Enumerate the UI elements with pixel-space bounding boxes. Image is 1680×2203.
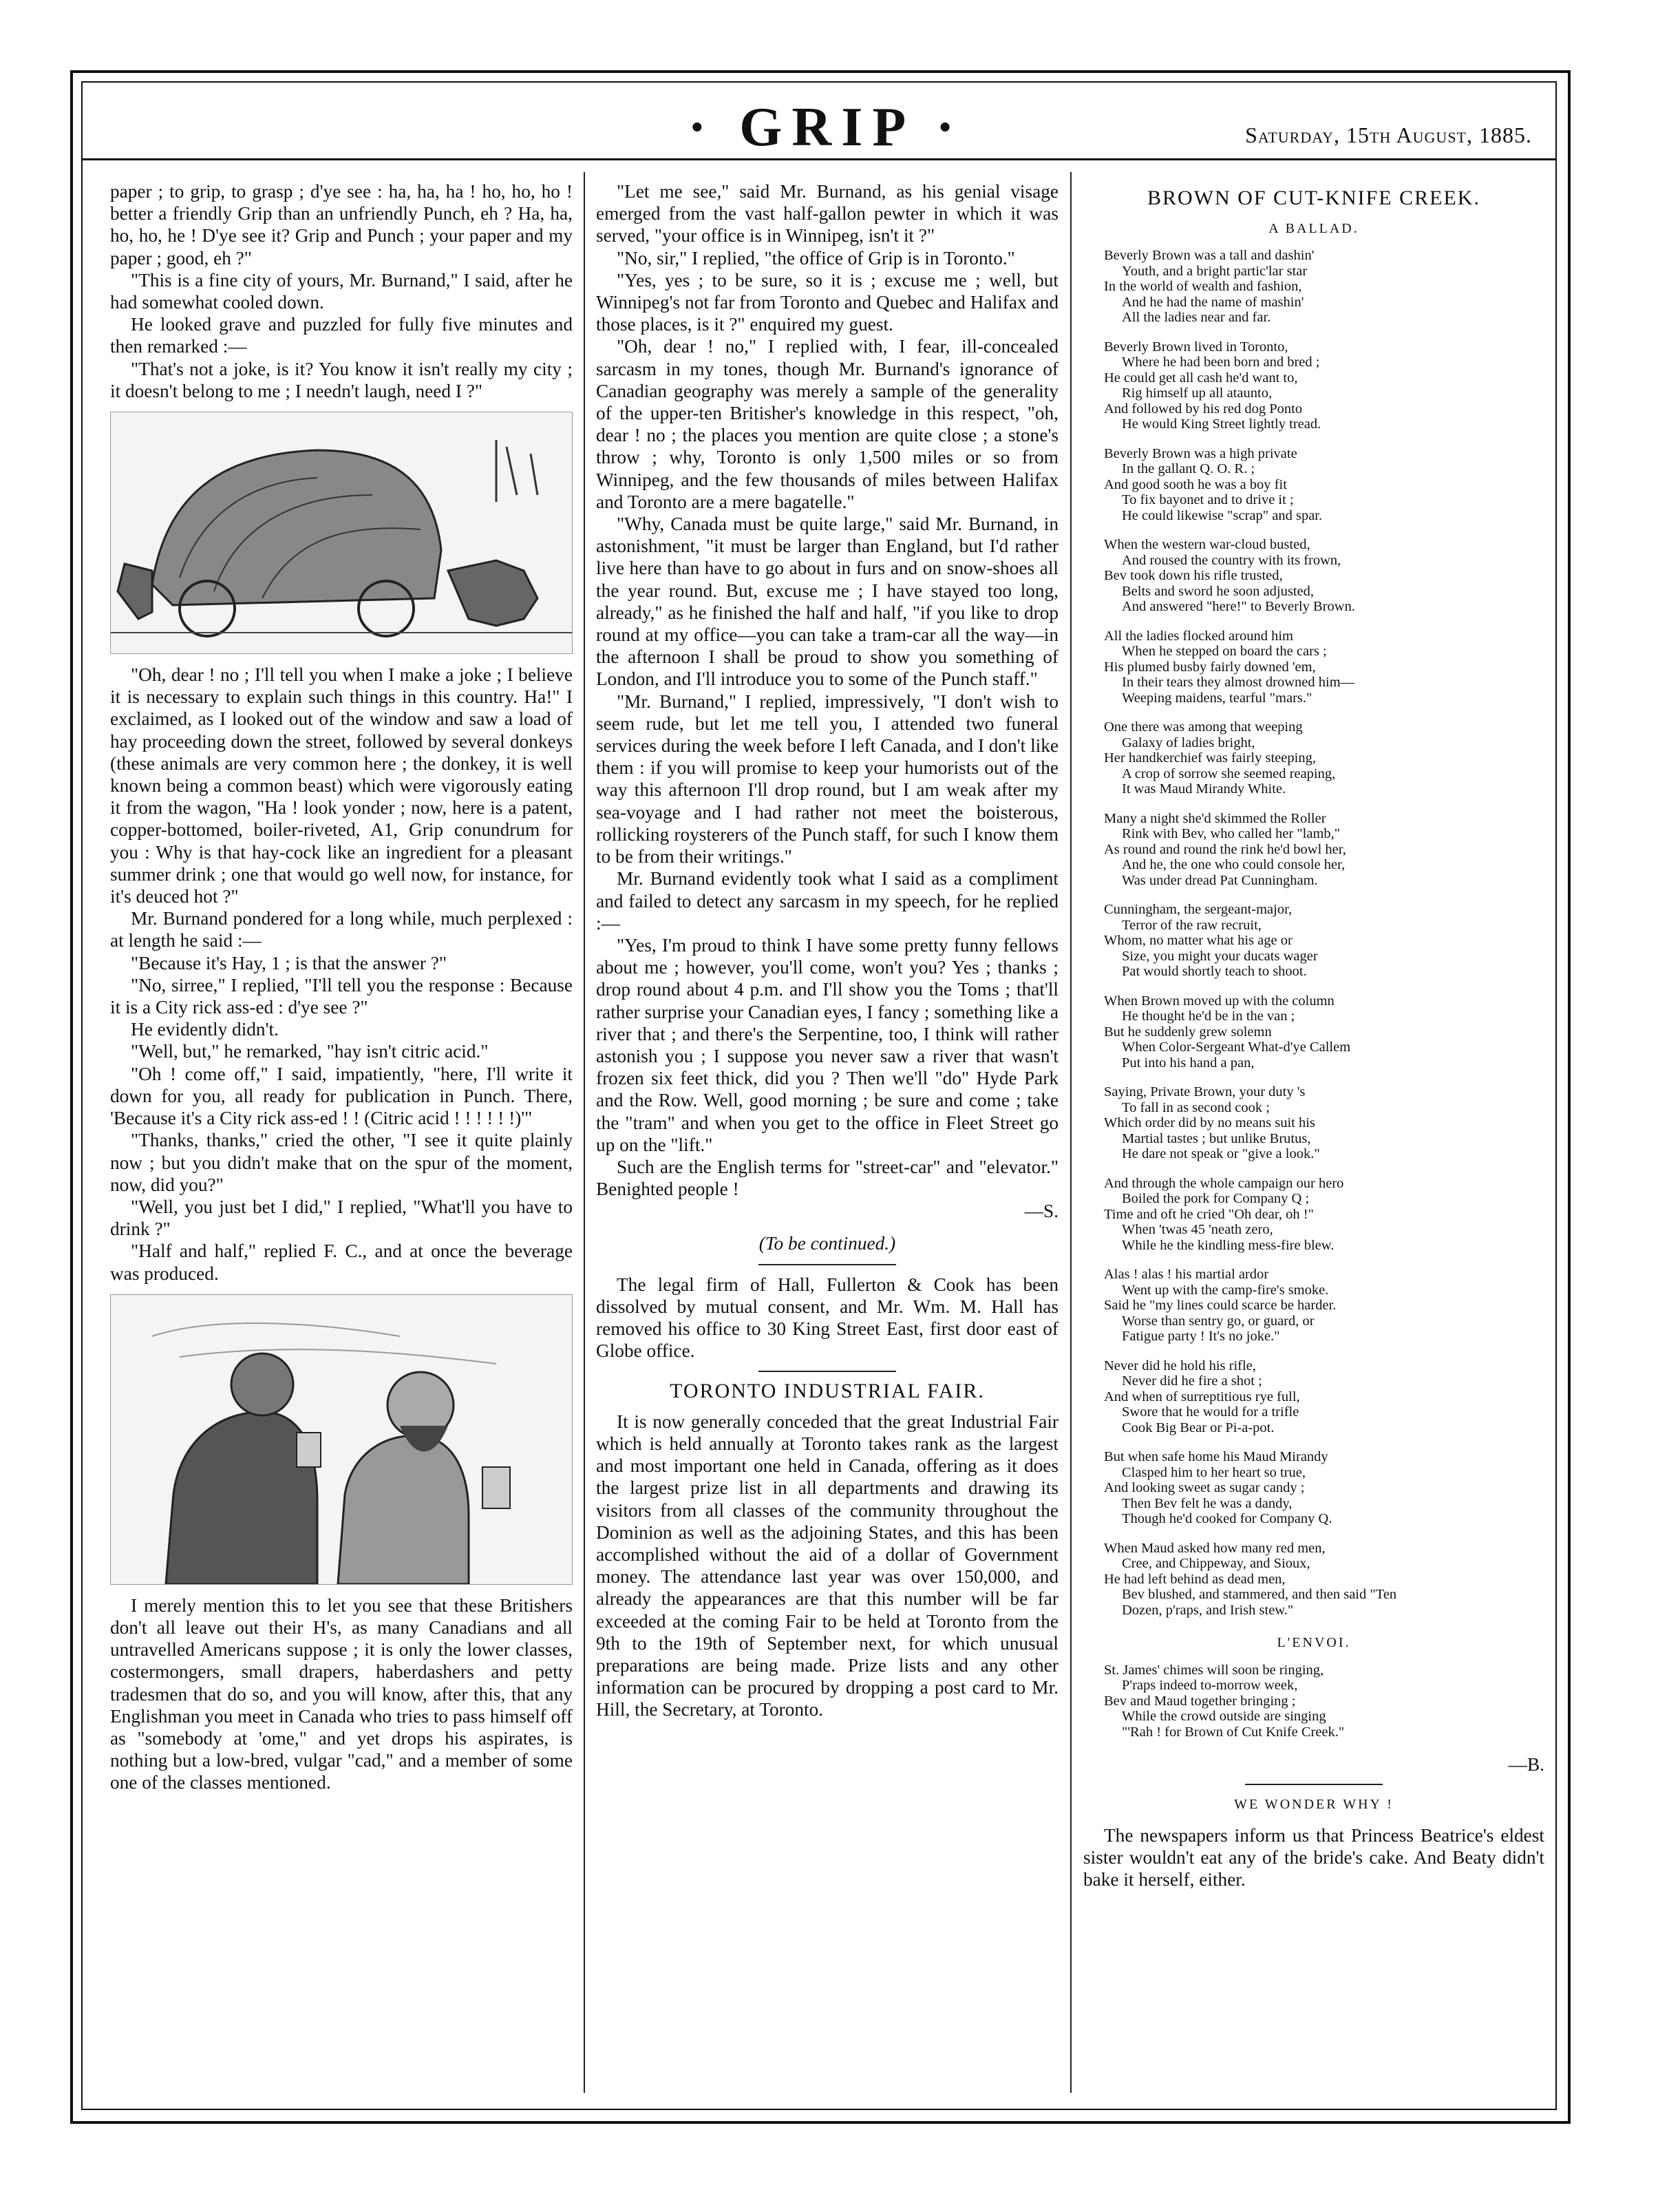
stanza-line: Cree, and Chippeway, and Sioux, xyxy=(1122,1556,1310,1572)
stanza-line: All the ladies near and far. xyxy=(1122,310,1271,326)
ballad-signature: —B. xyxy=(1508,1754,1544,1775)
fair-heading: TORONTO INDUSTRIAL FAIR. xyxy=(670,1379,985,1402)
stanza-line: Time and oft he cried "Oh dear, oh !" xyxy=(1104,1206,1314,1222)
stanza-line: Youth, and a bright partic'lar star xyxy=(1122,263,1308,279)
illustration-two-men-drinking xyxy=(110,1294,573,1585)
paragraph: "No, sir," I replied, "the office of Grip is in Toronto." xyxy=(617,247,1015,268)
column-rule-1 xyxy=(584,172,585,2093)
stanza-line: Rig himself up all ataunto, xyxy=(1122,386,1273,401)
paragraph: "Because it's Hay, 1 ; is that the answer ?" xyxy=(131,952,447,973)
column-2 xyxy=(596,180,1059,1721)
signature: —S. xyxy=(1024,1201,1059,1222)
stanza-line: Beverly Brown lived in Toronto, xyxy=(1104,339,1288,355)
paragraph: paper ; to grip, to grasp ; d'ye see : ha, ha, ha ! ho, ho, ho ! better a friendly Grip than an unfriendly Punch, eh ? Ha, ha, ho, ho, he ! D'ye see it? Grip and Punch ; your paper and my paper ; good, eh ?" xyxy=(110,181,573,268)
paragraph: "Half and half," replied F. C., and at once the beverage was produced. xyxy=(110,1241,573,1284)
paragraph: "Yes, I'm proud to think I have some pretty funny fellows about me ; however, you'll come, won't you? Yes ; thanks ; drop round about 4 p.m. and I'll show you the Toms ; that'll rather surprise your Canadian eyes, I fancy ; something like a river that ; and there's the Serpentine, too, I think will rather astonish you ; I suppose you never saw a river that wasn't frozen six feet thick, did you ? Then we'll "do" Hyde Park and the Row. Well, good morning ; be sure and come ; take the "tram" and when you get to the office in Fleet Street go up on the "lift." xyxy=(596,934,1059,1155)
stanza-line: When the western war-cloud busted, xyxy=(1104,537,1310,553)
stanza-line: Bev blushed, and stammered, and then said "Ten xyxy=(1122,1587,1397,1603)
stanza-line: Clasped him to her heart so true, xyxy=(1122,1464,1306,1480)
stanza-line: All the ladies flocked around him xyxy=(1104,628,1293,644)
paragraph: "Well, but," he remarked, "hay isn't citric acid." xyxy=(131,1041,489,1062)
stanza-line: And followed by his red dog Ponto xyxy=(1104,401,1303,417)
paragraph: "Well, you just bet I did," I replied, "What'll you have to drink ?" xyxy=(110,1196,573,1240)
paragraph: "No, sirree," I replied, "I'll tell you the response : Because it is a City rick ass-ed : d'ye see ?" xyxy=(110,974,573,1018)
stanza xyxy=(1104,248,1544,326)
stanza xyxy=(1104,1267,1544,1345)
stanza-line: Many a night she'd skimmed the Roller xyxy=(1104,810,1326,826)
stanza-line: Then Bev felt he was a dandy, xyxy=(1122,1495,1293,1511)
stanza-line: He thought he'd be in the van ; xyxy=(1122,1009,1295,1024)
stanza-line: And he, the one who could console her, xyxy=(1122,857,1346,873)
paragraph: "Let me see," said Mr. Burnand, as his genial visage emerged from the vast half-gallon pewter in which it was served, "your office is in Winnipeg, isn't it ?" xyxy=(596,181,1059,246)
paragraph: "This is a fine city of yours, Mr. Burnand," I said, after he had somewhat cooled down. xyxy=(110,269,573,313)
stanza-line: And when of surreptitious rye full, xyxy=(1104,1389,1300,1404)
stanza-line: Weeping maidens, tearful "mars." xyxy=(1122,690,1312,706)
stanza-line: Belts and sword he soon adjusted, xyxy=(1122,583,1314,599)
dateline: Saturday, 15th August, 1885. xyxy=(1245,123,1532,147)
stanza xyxy=(1104,1358,1544,1436)
masthead-title: · GRIP · xyxy=(688,97,964,158)
stanza xyxy=(1104,1449,1544,1527)
paragraph: "Oh, dear ! no ; I'll tell you when I make a joke ; I believe it is necessary to explain such things in this country. Ha!" I exclaimed, as I looked out of the window and saw a load of hay proceeding down the street, followed by several donkeys (these animals are very common here ; the donkey, it is well known being a common beast) which were vigorously eating it from the wagon, "Ha ! look yonder ; now, here is a patent, copper-bottomed, boiler-riveted, A1, Grip conundrum for you : Why is that hay-cock like an ingredient for a pleasant summer drink ; one that would go well now, for instance, for it's deuced hot ?" xyxy=(110,664,573,907)
stanza-line: Dozen, p'raps, and Irish stew." xyxy=(1122,1602,1294,1618)
stanza-line: Galaxy of ladies bright, xyxy=(1122,735,1255,750)
stanza-line: And he had the name of mashin' xyxy=(1122,294,1304,310)
fair-article: It is now generally conceded that the great Industrial Fair which is held annually at Toronto takes rank as the largest and most important one held in Canada, offering as it does the largest prize list in all departments and drawing its visitors from all classes of the community throughout the Dominion as well as the adjoining States, and this has been accomplished without the aid of a dollar of Government money. The attendance last year was over 150,000, and already the appearances are that this number will be far exceeded at the coming Fair to be held at Toronto from the 9th to the 19th of September next, for which unusual preparations are being made. Prize lists and any other information can be procured by dropping a post card to Mr. Hill, the Secretary, at Toronto. xyxy=(596,1411,1059,1720)
stanza-line: Pat would shortly teach to shoot. xyxy=(1122,964,1307,980)
envoi-line: While the crowd outside are singing xyxy=(1122,1709,1326,1725)
stanza-line: Martial tastes ; but unlike Brutus, xyxy=(1122,1130,1311,1146)
paragraph: "Thanks, thanks," cried the other, "I see it quite plainly now ; but you didn't make that on the spur of the moment, now, did you?" xyxy=(110,1130,573,1195)
stanza-line: Though he'd cooked for Company Q. xyxy=(1122,1511,1332,1527)
to-be-continued: (To be continued.) xyxy=(758,1232,896,1254)
stanza xyxy=(1104,1176,1544,1254)
stanza-line: When 'twas 45 'neath zero, xyxy=(1122,1222,1273,1238)
illustration-hay-wagon xyxy=(110,412,573,654)
stanza-line: And roused the country with its frown, xyxy=(1122,552,1341,568)
stanza-line: Which order did by no means suit his xyxy=(1104,1115,1315,1131)
header-rule xyxy=(81,158,1555,160)
column-1 xyxy=(110,180,573,1794)
stanza-line: As round and round the rink he'd bowl her, xyxy=(1104,841,1346,857)
stanza-line: Beverly Brown was a tall and dashin' xyxy=(1104,248,1315,264)
section-rule xyxy=(758,1371,896,1372)
stanza xyxy=(1104,902,1544,980)
stanza-line: Size, you might your ducats wager xyxy=(1122,948,1318,964)
stanza-line: Swore that he would for a trifle xyxy=(1122,1404,1299,1420)
column-3 xyxy=(1083,180,1544,1890)
section-rule xyxy=(1245,1784,1383,1785)
column-rule-2 xyxy=(1070,172,1072,2093)
stanza-line: One there was among that weeping xyxy=(1104,719,1303,735)
paragraph: "Mr. Burnand," I replied, impressively, "I don't wish to seem rude, but let me tell you, I attended two funeral services during the week before I left Canada, and I don't like them : if you will promise to keep your humorists out of the way this afternoon I'll drop round, but I am weak after my sea-voyage and I had rather not meet the boisterous, rollicking roysterers of the Punch staff, for such I know them to be from their writings." xyxy=(596,691,1059,867)
stanza xyxy=(1104,446,1544,524)
stanza-line: When Color-Sergeant What-d'ye Callem xyxy=(1122,1040,1351,1055)
stanza-line: And looking sweet as sugar candy ; xyxy=(1104,1480,1305,1496)
paragraph: "Oh, dear ! no," I replied with, I fear, ill-concealed sarcasm in my tones, though Mr. Burnand's ignorance of Canadian geography was merely a sample of the generality of the upper-ten Britisher's knowledge in this respect, "oh, dear ! no ; the places you mention are quite close ; a stone's throw ; why, Toronto is only 1,500 miles or so from Winnipeg, and the few thousands of miles between Halifax and Toronto are a mere bagatelle." xyxy=(596,336,1059,512)
stanza-line: He had left behind as dead men, xyxy=(1104,1571,1286,1587)
stanza-line: But he suddenly grew solemn xyxy=(1104,1024,1272,1040)
stanza-line: To fix bayonet and to drive it ; xyxy=(1122,492,1294,508)
stanza-line: He dare not speak or "give a look." xyxy=(1122,1146,1320,1162)
stanza xyxy=(1104,1084,1544,1162)
stanza-line: Whom, no matter what his age or xyxy=(1104,933,1293,949)
stanza-line: Never did he hold his rifle, xyxy=(1104,1358,1256,1373)
paragraph: "Why, Canada must be quite large," said Mr. Burnand, in astonishment, "it must be larger than England, but I'd rather live here than have to go about in furs and on snow-shoes all the year round. But, excuse me ; I have stayed too long, already," as he finished the half and half, "if you like to drop round at my office—you can take a tram-car all the way—in the afternoon I shall be proud to show you something of London, and I'll introduce you to some of the Punch staff." xyxy=(596,514,1059,690)
envoi-heading: L'ENVOI. xyxy=(1277,1635,1351,1651)
ballad-subheading: A BALLAD. xyxy=(1268,221,1359,237)
stanza-line: Bev took down his rifle trusted, xyxy=(1104,568,1283,584)
stanza-line: When Brown moved up with the column xyxy=(1104,993,1335,1009)
stanza-line: In the gallant Q. O. R. ; xyxy=(1122,461,1255,477)
stanza-line: Never did he fire a shot ; xyxy=(1122,1373,1262,1389)
stanza xyxy=(1104,811,1544,889)
stanza-line: Fatigue party ! It's no joke." xyxy=(1122,1329,1280,1345)
stanza-line: Terror of the raw recruit, xyxy=(1122,917,1262,933)
stanza-line: And answered "here!" to Beverly Brown. xyxy=(1122,599,1355,615)
envoi-line: P'raps indeed to-morrow week, xyxy=(1122,1678,1298,1694)
paragraph: Mr. Burnand evidently took what I said as a compliment and failed to detect any sarcasm in my speech, for he replied :— xyxy=(596,868,1059,934)
stanza xyxy=(1104,537,1544,615)
paragraph: Mr. Burnand pondered for a long while, much perplexed : at length he said :— xyxy=(110,908,573,951)
stanza-line: When he stepped on board the cars ; xyxy=(1122,644,1327,660)
stanza xyxy=(1104,993,1544,1071)
stanza xyxy=(1104,339,1544,432)
stanza-line: Worse than sentry go, or guard, or xyxy=(1122,1313,1315,1329)
wonder-text: The newspapers inform us that Princess Beatrice's eldest sister wouldn't eat any of the bride's cake. And Beaty didn't bake it herself, either. xyxy=(1083,1824,1544,1890)
stanza-line: He would King Street lightly tread. xyxy=(1122,417,1321,432)
stanza xyxy=(1104,1541,1544,1619)
stanza-line: His plumed busby fairly downed 'em, xyxy=(1104,659,1316,675)
paragraph: He evidently didn't. xyxy=(131,1019,279,1040)
stanza-line: Boiled the pork for Company Q ; xyxy=(1122,1191,1310,1207)
stanza-line: It was Maud Mirandy White. xyxy=(1122,781,1286,797)
stanza-line: Cook Big Bear or Pi-a-pot. xyxy=(1122,1420,1275,1435)
envoi-stanza xyxy=(1104,1663,1544,1740)
stanza-line: Where he had been born and bred ; xyxy=(1122,355,1320,370)
paragraph: I merely mention this to let you see that these Britishers don't all leave out their H's, as many Canadians and all untravelled Americans suppose ; it is only the lower classes, costermongers, small drapers, haberdashers and petty tradesmen that do so, and you will know, after this, that any Englishman you meet in Canada who tries to pass himself off as "somebody at 'ome," and yet drops his aspirates, is nothing but a low-bred, vulgar "cad," and a member of some one of the classes mentioned. xyxy=(110,1594,573,1793)
stanza-line: Said he "my lines could scarce be harder. xyxy=(1104,1298,1337,1314)
stanza-line: Put into his hand a pan, xyxy=(1122,1055,1255,1071)
paragraph: He looked grave and puzzled for fully five minutes and then remarked :— xyxy=(110,314,573,357)
stanza-line: Was under dread Pat Cunningham. xyxy=(1122,872,1318,888)
stanza-line: In the world of wealth and fashion, xyxy=(1104,279,1302,295)
envoi-line: Bev and Maud together bringing ; xyxy=(1104,1693,1296,1709)
wonder-heading: WE WONDER WHY ! xyxy=(1234,1797,1394,1813)
stanza-line: He could get all cash he'd want to, xyxy=(1104,370,1298,386)
stanza-line: He could likewise "scrap" and spar. xyxy=(1122,507,1323,523)
paragraph: "Yes, yes ; to be sure, so it is ; excuse me ; well, but Winnipeg's not far from Toronto and Quebec and Halifax and those places, is it ?" enquired my guest. xyxy=(596,269,1059,335)
stanza-line: While he the kindling mess-fire blew. xyxy=(1122,1237,1335,1253)
stanza-line: Cunningham, the sergeant-major, xyxy=(1104,902,1293,918)
stanza xyxy=(1104,719,1544,797)
paragraph: "Oh ! come off," I said, impatiently, "here, I'll write it down for you, all ready for publication in Punch. There, 'Because it's a City rick ass-ed ! ! (Citric acid ! ! ! ! ! !)'" xyxy=(110,1063,573,1129)
ballad-heading: BROWN OF CUT-KNIFE CREEK. xyxy=(1147,187,1480,209)
stanza-line: And through the whole campaign our hero xyxy=(1104,1175,1344,1191)
stanza-line: To fall in as second cook ; xyxy=(1122,1099,1270,1115)
ballad-stanzas xyxy=(1083,248,1544,1618)
paragraph: Such are the English terms for "street-car" and "elevator." Benighted people ! xyxy=(596,1156,1059,1200)
stanza-line: Saying, Private Brown, your duty 's xyxy=(1104,1084,1306,1100)
stanza-line: Alas ! alas ! his martial ardor xyxy=(1104,1267,1269,1283)
stanza xyxy=(1104,629,1544,706)
paragraph: "That's not a joke, is it? You know it isn't really my city ; it doesn't belong to me ; I needn't laugh, need I ?" xyxy=(110,358,573,401)
stanza-line: Rink with Bev, who called her "lamb," xyxy=(1122,826,1341,842)
stanza-line: A crop of sorrow she seemed reaping, xyxy=(1122,766,1336,781)
envoi-line: "'Rah ! for Brown of Cut Knife Creek." xyxy=(1122,1724,1345,1740)
stanza-line: When Maud asked how many red men, xyxy=(1104,1540,1326,1556)
stanza-line: Beverly Brown was a high private xyxy=(1104,445,1297,461)
envoi-line: St. James' chimes will soon be ringing, xyxy=(1104,1662,1324,1678)
stanza-line: Her handkerchief was fairly steeping, xyxy=(1104,750,1316,766)
stanza-line: But when safe home his Maud Mirandy xyxy=(1104,1449,1328,1465)
notice-hall-fullerton: The legal firm of Hall, Fullerton & Cook has been dissolved by mutual consent, and Mr. Wm. M. Hall has removed his office to 30 King Street East, first door east of Globe office. xyxy=(596,1274,1059,1362)
stanza-line: And good sooth he was a boy fit xyxy=(1104,476,1287,492)
stanza-line: In their tears they almost drowned him— xyxy=(1122,675,1355,691)
section-rule xyxy=(758,1264,896,1265)
stanza-line: Went up with the camp-fire's smoke. xyxy=(1122,1282,1329,1298)
